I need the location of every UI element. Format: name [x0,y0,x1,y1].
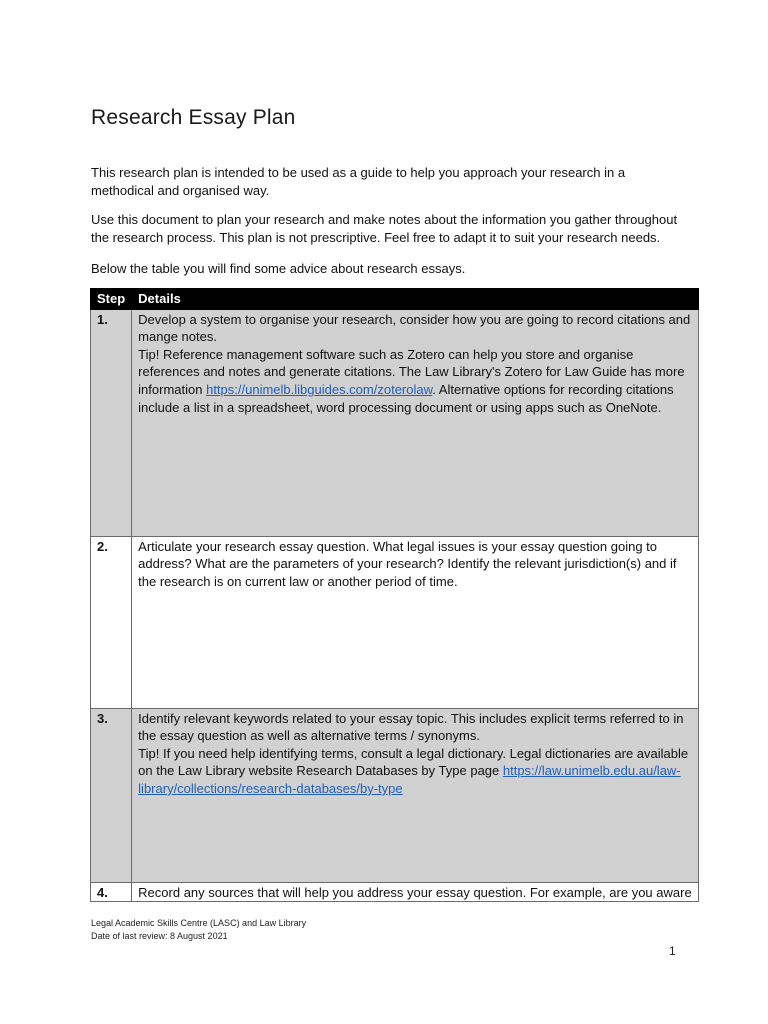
table-row [91,882,699,902]
step-number: 2. [91,536,132,708]
step-tip [138,346,692,416]
footer-review-date: Date of last review: 8 August 2021 [91,931,228,941]
step-details[interactable] [132,882,699,902]
intro-paragraph-1: This research plan is intended to be used as a guide to help you approach your research in a methodical and organised way. [91,165,626,198]
column-header-step: Step [91,289,132,310]
intro-paragraph-3: Below the table you will find some advice about research essays. [91,261,466,276]
page-number: 1 [669,944,676,958]
intro-paragraph-2: Use this document to plan your research and make notes about the information you gather throughout the research process. This plan is not prescriptive. Feel free to adapt it to suit your research needs. [91,212,678,245]
page-title: Research Essay Plan [91,106,296,129]
step-details[interactable] [132,309,699,536]
table-row [91,536,699,708]
column-header-details: Details [132,289,699,310]
tip-text: Tip! Reference management software such as Zotero can help you store and organise references and notes and generate citations. The Law Library's Zotero for Law Guide has more information [138,346,685,397]
table-row [91,708,699,882]
step-instruction: Develop a system to organise your research, consider how you are going to record citations and mange notes. [138,311,691,345]
step-number: 4. [91,882,132,902]
table-header-row [91,289,699,310]
step-details[interactable] [132,536,699,708]
step-instruction: Record any sources that will help you address your essay question. For example, are you aware [138,884,692,900]
research-plan-table [90,288,699,902]
step-tip [138,745,692,798]
step-instruction: Articulate your research essay question. What legal issues is your essay question going to address? What are the parameters of your research? Identify the relevant jurisdiction(s) and if the research is on current law or another period of time. [138,538,677,589]
research-databases-link[interactable]: https://law.unimelb.edu.au/law-library/collections/research-databases/by-type [138,763,681,796]
footer-organisation: Legal Academic Skills Centre (LASC) and Law Library [91,918,307,928]
step-number: 1. [91,309,132,536]
step-number: 3. [91,708,132,882]
zotero-guide-link[interactable]: https://unimelb.libguides.com/zoterolaw [206,381,433,397]
tip-text: Tip! If you need help identifying terms, consult a legal dictionary. Legal dictionaries are available on the Law Library website Research Databases by Type page [138,745,689,779]
table-row [91,309,699,536]
step-instruction: Identify relevant keywords related to your essay topic. This includes explicit terms referred to in the essay question as well as alternative terms / synonyms. [138,710,684,744]
step-details[interactable] [132,708,699,882]
tip-text-continued: . Alternative options for recording citations include a list in a spreadsheet, word processing document or using apps such as OneNote. [138,381,674,415]
